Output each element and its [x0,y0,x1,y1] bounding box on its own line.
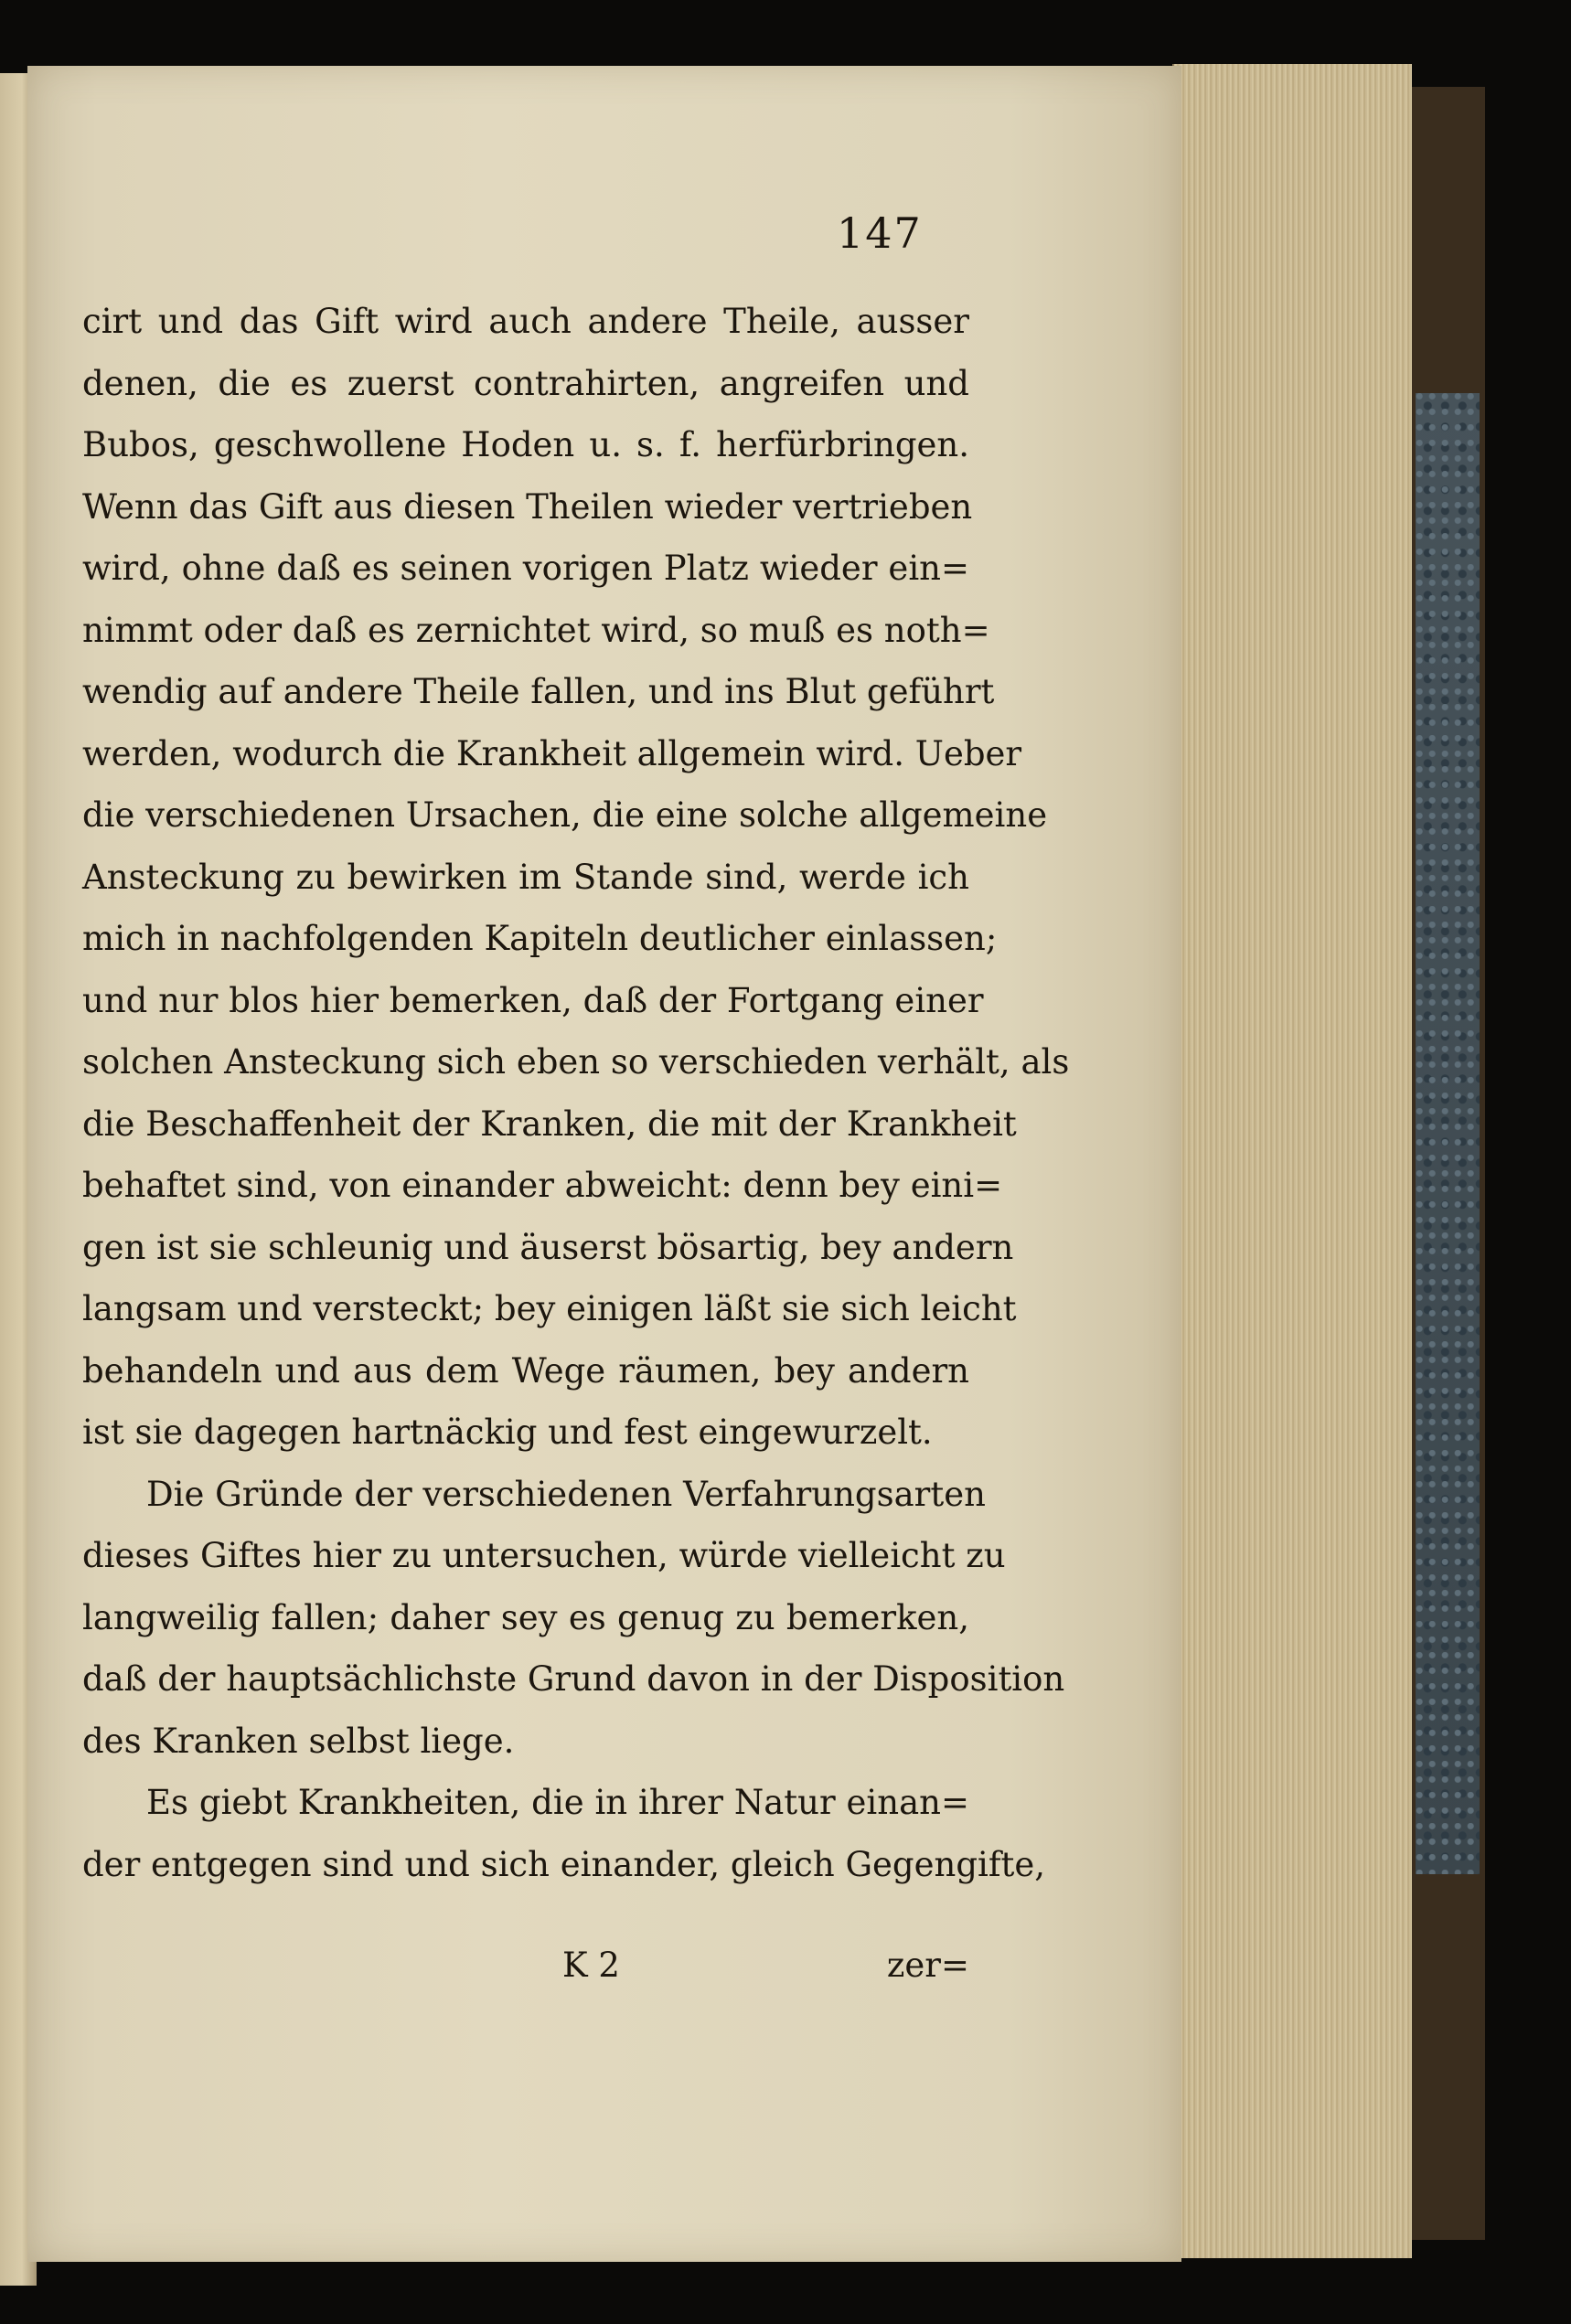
signature-mark: K 2 [562,1946,620,1985]
text-line: dieses Giftes hier zu untersuchen, würde vielleicht zu [82,1536,1006,1575]
page-footer [82,1946,969,2000]
text-line: Bubos, geschwollene Hoden u. s. f. herfürbringen. [82,425,969,464]
text-line: werden, wodurch die Krankheit allgemein wird. Ueber [82,733,1022,773]
body-text [82,291,1070,1895]
text-line: der entgegen sind und sich einander, gleich Gegengifte, [82,1844,1046,1884]
text-line: wendig auf andere Theile fallen, und ins Blut geführt [82,672,995,711]
text-line: des Kranken selbst liege. [82,1721,515,1761]
catchword: zer= [886,1946,969,1985]
page-edges [1172,64,1412,2258]
text-line: die Beschaffenheit der Kranken, die mit der Krankheit [82,1103,1017,1144]
text-line: daß der hauptsächlichste Grund davon in der Disposition [82,1659,1065,1699]
text-line: und nur blos hier bemerken, daß der Fortgang einer [82,980,984,1020]
text-line: cirt und das Gift wird auch andere Theile, ausser [82,302,969,341]
marbled-cover-paper [1416,393,1480,1874]
page-number: 147 [837,208,923,258]
text-line: ist sie dagegen hartnäckig und fest eingewurzelt. [82,1413,933,1452]
text-line: die verschiedenen Ursachen, die eine solche allgemeine [82,795,1048,835]
text-line: Die Gründe der verschiedenen Verfahrungsarten [146,1474,986,1514]
text-line: mich in nachfolgenden Kapiteln deutlicher einlassen; [82,919,998,958]
text-line: Ansteckung zu bewirken im Stande sind, werde ich [82,857,969,897]
text-line: denen, die es zuerst contrahirten, angreifen und [82,363,969,403]
text-line: behandeln und aus dem Wege räumen, bey andern [82,1350,969,1391]
text-line: gen ist sie schleunig und äuserst bösartig, bey andern [82,1227,1014,1267]
text-line: solchen Ansteckung sich eben so verschieden verhält, als [82,1042,1070,1082]
text-line: langsam und versteckt; bey einigen läßt sie sich leicht [82,1289,1017,1328]
text-line: wird, ohne daß es seinen vorigen Platz wieder ein= [82,549,969,588]
text-line: langweilig fallen; daher sey es genug zu bemerken, [82,1597,969,1637]
text-line: Wenn das Gift aus diesen Theilen wieder vertrieben [82,486,973,527]
text-line: nimmt oder daß es zernichtet wird, so muß es noth= [82,610,990,650]
text-line: Es giebt Krankheiten, die in ihrer Natur einan= [146,1783,969,1822]
text-line: behaftet sind, von einander abweicht: denn bey eini= [82,1166,1003,1205]
